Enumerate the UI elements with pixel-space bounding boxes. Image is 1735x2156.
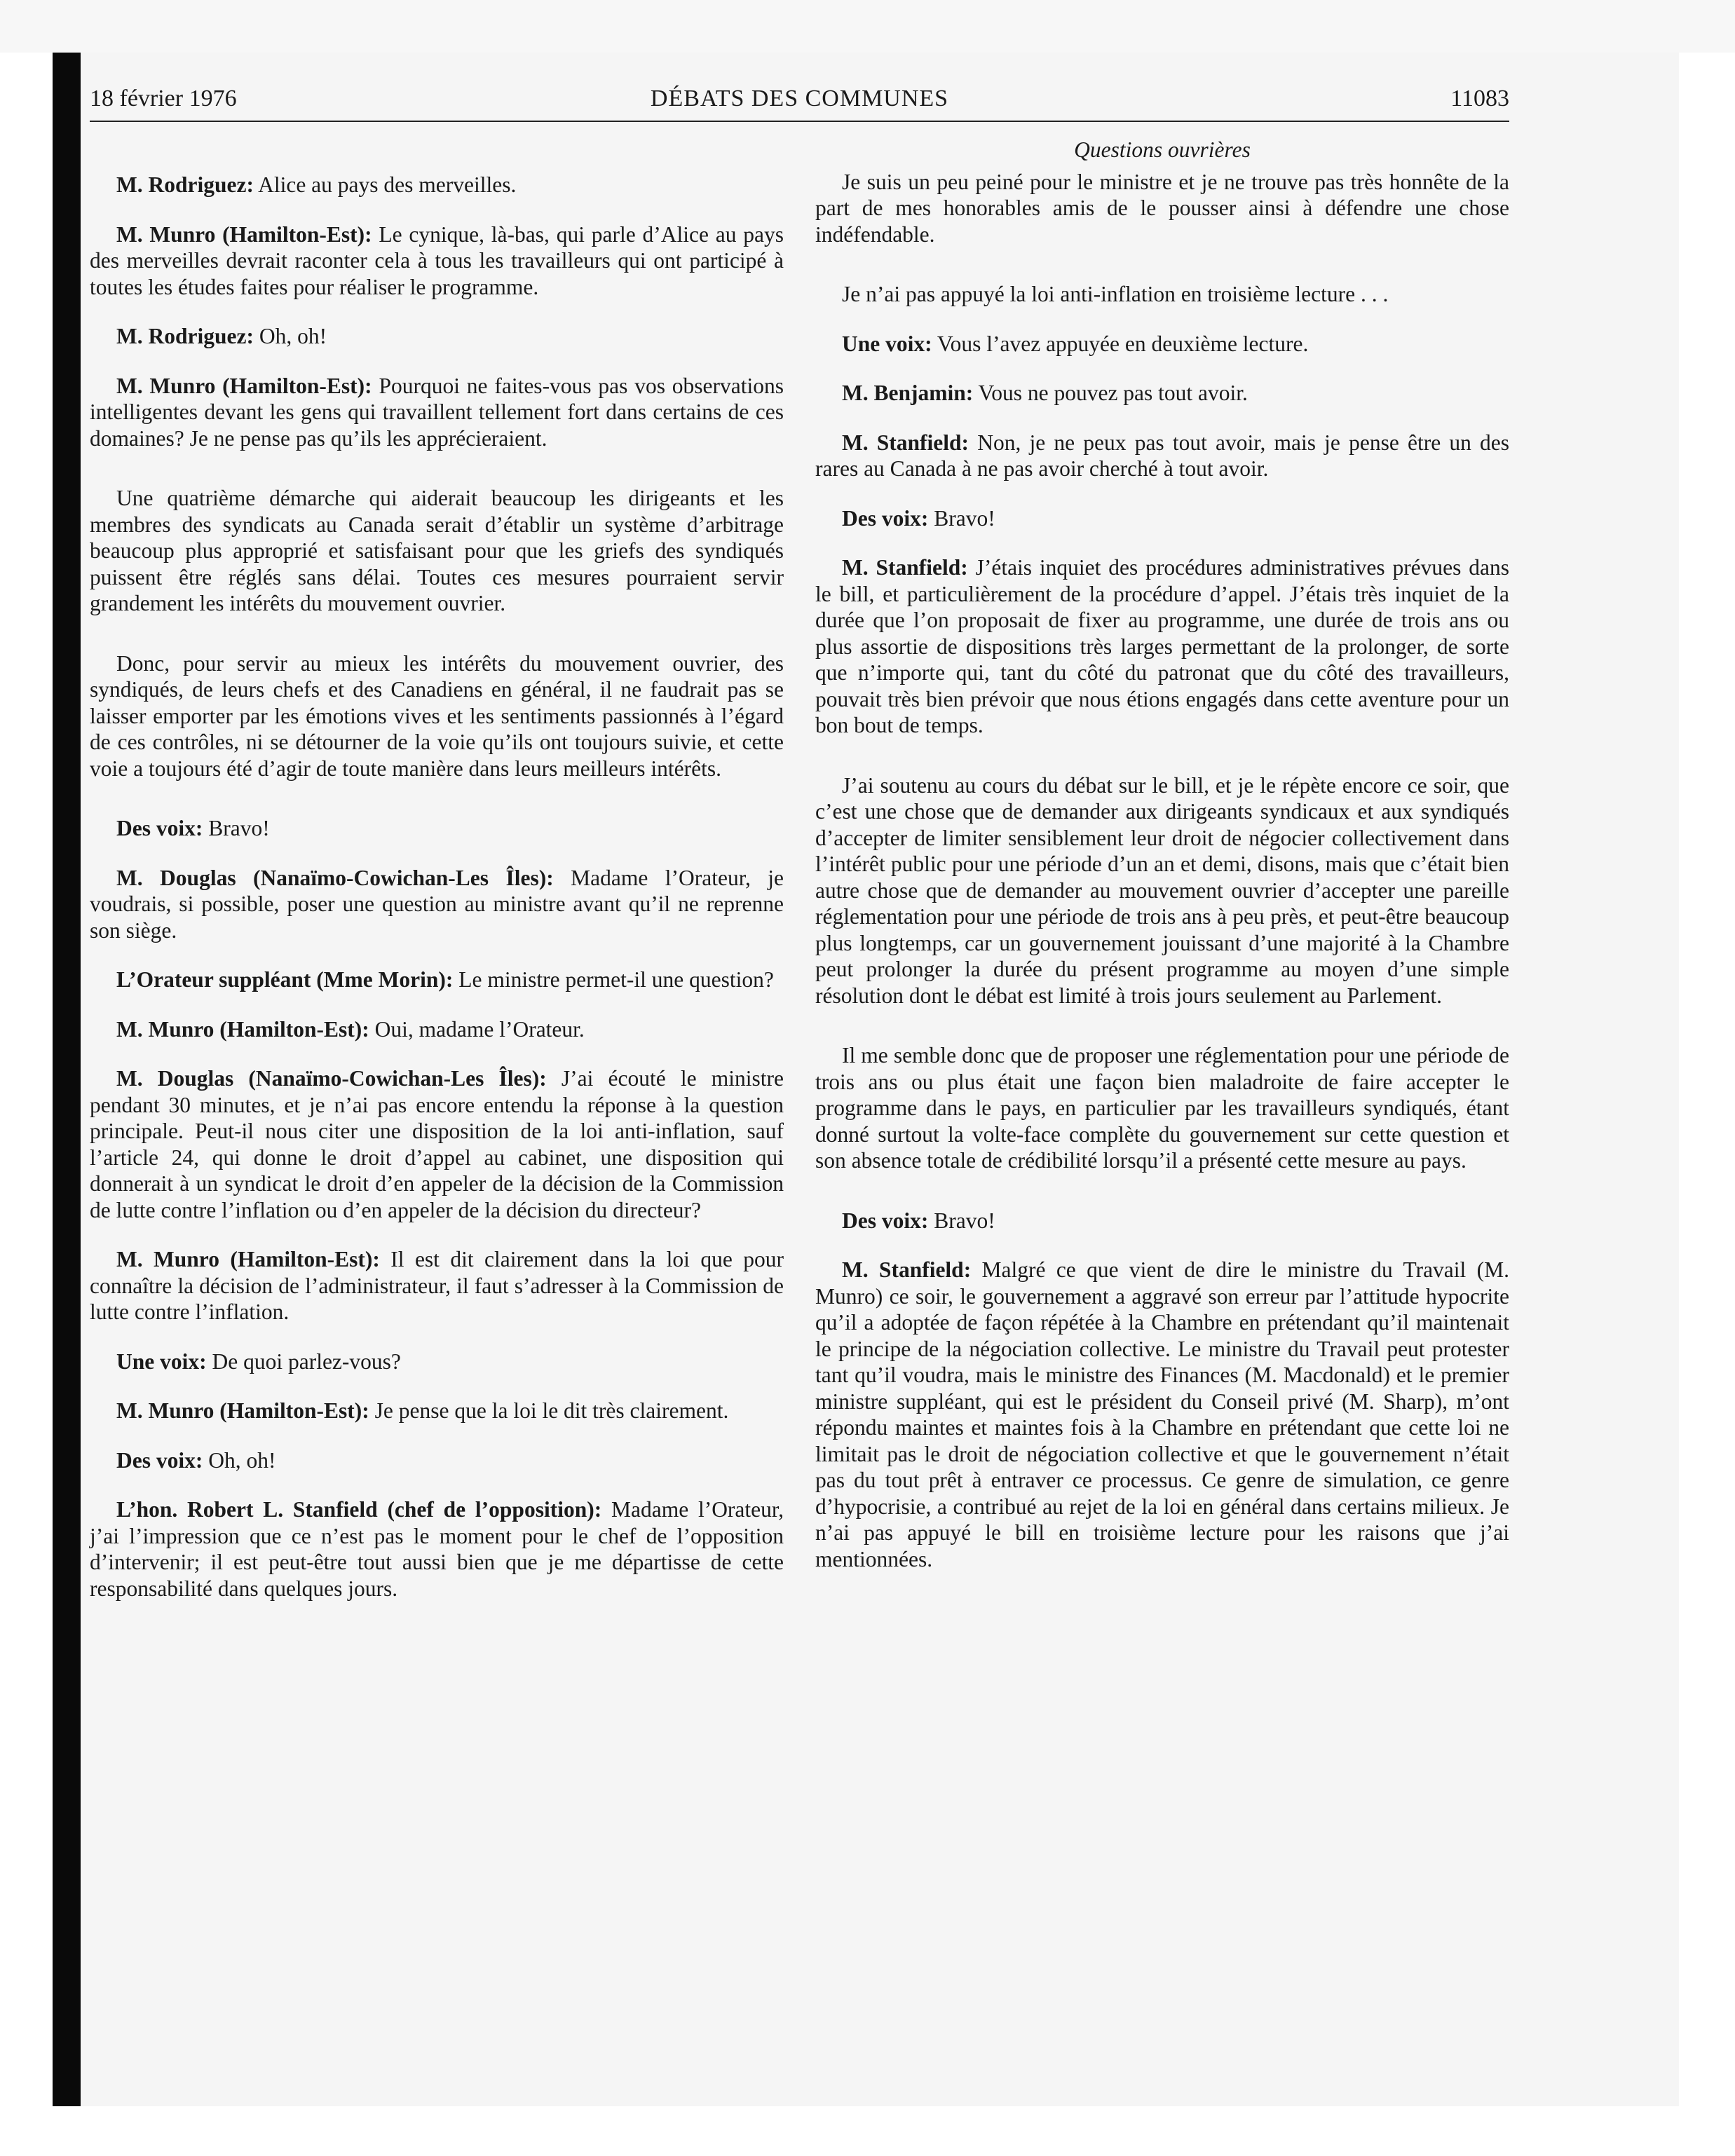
speaker-name: L’hon. Robert L. Stanfield (chef de l’opposition):	[116, 1497, 602, 1522]
paragraph	[815, 281, 1509, 308]
paragraph	[815, 430, 1509, 482]
paragraph	[90, 485, 784, 617]
paragraph-text: De quoi parlez-vous?	[206, 1349, 401, 1374]
scan-margin	[0, 0, 1735, 53]
paragraph-text: Vous l’avez appuyée en deuxième lecture.	[932, 331, 1309, 356]
speaker-name: Des voix:	[116, 816, 203, 840]
speaker-name: M. Benjamin:	[842, 381, 974, 405]
paragraph	[90, 865, 784, 944]
paragraph	[90, 1496, 784, 1602]
paragraph-text: Madame l’Orateur, j’ai l’impression que ce n’est pas le moment pour le chef de l’opposition d’intervenir; il est peut-être tout aussi bien que je me départisse de cette responsabilité dans quelques jours.	[90, 1497, 784, 1601]
paragraph-text: Malgré ce que vient de dire le ministre du Travail (M. Munro) ce soir, le gouvernement a aggravé son erreur par l’attitude hypocrite qu’il a adoptée de façon répétée à la Chambre en prétendant qu’il maintenait le principe de la négociation collective. Le ministre du Travail peut protester tant qu’il voudra, mais le ministre des Finances (M. Macdonald) et le premier ministre suppléant, qui est le président du Conseil privé (M. Sharp), m’ont répondu maintes et maintes fois à la Chambre en prétendant que cette loi ne limitait pas le droit de négociation collective et que le gouvernement n’était pas du tout prêt à entraver ce processus. Ce genre de simulation, ce genre d’hypocrisie, a contribué au rejet de la loi en général dans certains milieux. Je n’ai pas appuyé le bill en troisième lecture pour les raisons que j’ai mentionnées.	[815, 1257, 1509, 1571]
paragraph-text: Oh, oh!	[253, 324, 327, 348]
paragraph-text: Donc, pour servir au mieux les intérêts du mouvement ouvrier, des syndiqués, de leurs chefs et des Canadiens en général, il ne faudrait pas se laisser emporter par les émotions vives et les sentiments passionnés à l’égard de ces contrôles, ni se détourner de la voie qu’ils ont toujours suivie, et cette voie a toujours été d’agir de toute manière dans leurs meilleurs intérêts.	[90, 650, 784, 781]
speaker-name: M. Stanfield:	[842, 555, 968, 580]
speaker-name: M. Munro (Hamilton-Est):	[116, 1398, 369, 1423]
right-column	[815, 137, 1509, 1595]
paragraph-text: Il est dit clairement dans la loi que pour connaître la décision de l’administrateur, il faut s’adresser à la Commission de lutte contre l’inflation.	[90, 1247, 784, 1324]
header-page-number: 11083	[1450, 86, 1509, 111]
speaker-name: Une voix:	[842, 331, 932, 356]
paragraph	[815, 1208, 1509, 1234]
header-title: DÉBATS DES COMMUNES	[650, 86, 949, 111]
left-column	[90, 172, 784, 1625]
paragraph-text: Le cynique, là-bas, qui parle d’Alice au pays des merveilles devrait raconter cela à tous les travailleurs qui ont participé à toutes les études faites pour réaliser le programme.	[90, 221, 784, 299]
paragraph-text: Bravo!	[928, 505, 995, 531]
paragraph-text: Il me semble donc que de proposer une réglementation pour une période de trois ans ou plus était une façon bien maladroite de faire accepter le programme dans le pays, en particulier par les travailleurs syndiqués, étant donné surtout la volte-face complète du gouvernement sur cette question et son absence totale de crédibilité lorsqu’il a présenté cette mesure au pays.	[815, 1043, 1509, 1173]
paragraph-text: Je pense que la loi le dit très clairement.	[369, 1398, 729, 1423]
paragraph	[815, 380, 1509, 407]
paragraph-text: Alice au pays des merveilles.	[253, 172, 517, 197]
paragraph-text: Bravo!	[928, 1208, 995, 1233]
paragraph	[90, 967, 784, 993]
paragraph	[90, 1246, 784, 1325]
paragraph	[815, 772, 1509, 1009]
paragraph-text: J’ai écouté le ministre pendant 30 minutes, et je n’ai pas encore entendu la réponse à la question principale. Peut-il nous citer une disposition de la loi anti-inflation, sauf l’article 24, qui donne le droit d’appel au cabinet, une disposition qui donnerait à un syndicat le droit d’en appeler de la décision de la Commission de lutte contre l’inflation ou d’en appeler de la décision du directeur?	[90, 1066, 784, 1222]
paragraph-text: Pourquoi ne faites-vous pas vos observations intelligentes devant les gens qui travaillent tellement fort dans certains de ces domaines? Je ne pense pas qu’ils les apprécieraient.	[90, 373, 784, 451]
paragraph	[90, 1447, 784, 1474]
speaker-name: M. Stanfield:	[842, 430, 969, 455]
paragraph	[90, 221, 784, 301]
paragraph	[815, 505, 1509, 532]
speaker-name: M. Munro (Hamilton-Est):	[116, 1247, 380, 1271]
speaker-name: M. Douglas (Nanaïmo-Cowichan-Les Îles):	[116, 865, 554, 890]
speaker-name: Des voix:	[116, 1447, 203, 1473]
page-header	[90, 86, 1509, 122]
speaker-name: Des voix:	[842, 1208, 929, 1233]
speaker-name: L’Orateur suppléant (Mme Morin):	[116, 967, 454, 992]
paragraph	[90, 650, 784, 782]
paragraph-text: Le ministre permet-il une question?	[453, 967, 774, 992]
speaker-name: M. Rodriguez:	[116, 324, 254, 348]
speaker-name: Des voix:	[842, 505, 929, 531]
paragraph	[90, 1349, 784, 1375]
paragraph-text: Je n’ai pas appuyé la loi anti-inflation en troisième lecture . . .	[842, 282, 1389, 306]
paragraph-text: Je suis un peu peiné pour le ministre et je ne trouve pas très honnête de la part de mes honorables amis de le pousser ainsi à défendre une chose indéfendable.	[815, 169, 1509, 247]
speaker-name: M. Douglas (Nanaïmo-Cowichan-Les Îles):	[116, 1066, 547, 1091]
paragraph-text: Non, je ne peux pas tout avoir, mais je pense être un des rares au Canada à ne pas avoir cherché à tout avoir.	[815, 430, 1509, 481]
speaker-name: M. Stanfield:	[842, 1257, 972, 1282]
speaker-name: M. Munro (Hamilton-Est):	[116, 1016, 369, 1042]
speaker-name: M. Munro (Hamilton-Est):	[116, 221, 372, 247]
paragraph	[815, 1257, 1509, 1572]
paragraph	[90, 172, 784, 198]
paragraph	[815, 554, 1509, 739]
running-head: Questions ouvrières	[1074, 137, 1251, 162]
speaker-name: Une voix:	[116, 1349, 207, 1374]
paragraph-text: Madame l’Orateur, je voudrais, si possible, poser une question au ministre avant qu’il ne reprenne son siège.	[90, 865, 784, 943]
paragraph-text: Vous ne pouvez pas tout avoir.	[973, 381, 1248, 405]
paragraph-text: Bravo!	[203, 816, 270, 840]
paragraph-text: J’étais inquiet des procédures administratives prévues dans le bill, et particulièrement de la procédure d’appel. J’étais très inquiet de la durée que l’on proposait de fixer au programme, une durée de trois ans ou plus assortie de dispositions très larges permettant de la prolonger, de sorte que n’importe qui, tant du côté du patronat que du côté des travailleurs, pouvait très bien prévoir que nous étions engagés dans cette aventure pour un bon bout de temps.	[815, 555, 1510, 737]
paragraph	[815, 169, 1509, 248]
paragraph	[90, 815, 784, 842]
speaker-name: M. Rodriguez:	[116, 172, 254, 197]
paragraph	[815, 1042, 1509, 1174]
paragraph	[90, 1016, 784, 1043]
paragraph	[90, 1398, 784, 1424]
paragraph	[90, 1065, 784, 1223]
paragraph	[815, 331, 1509, 357]
right-column-body	[815, 169, 1509, 1573]
paragraph-text: Oui, madame l’Orateur.	[369, 1016, 585, 1042]
header-date: 18 février 1976	[90, 86, 237, 111]
paragraph-text: J’ai soutenu au cours du débat sur le bill, et je le répète encore ce soir, que c’est une chose que de demander aux dirigeants syndicaux et aux syndiqués d’accepter de limiter sensiblement leur droit de négocier collectivement dans l’intérêt public pour une période d’un an et demi, disons, mais que c’était bien autre chose que de demander au mouvement ouvrier d’accepter une pareille réglementation pour une période de trois ans à peu près, et peut-être beaucoup plus longtemps, car un gouvernement jouissant d’une majorité à la Chambre peut prolonger la durée du présent programme au moyen d’une simple résolution dont le débat est limité à trois jours seulement au Parlement.	[815, 772, 1509, 1008]
speaker-name: M. Munro (Hamilton-Est):	[116, 373, 372, 398]
scan-binding-edge	[53, 53, 81, 2106]
paragraph-text: Une quatrième démarche qui aiderait beaucoup les dirigeants et les membres des syndicats au Canada serait d’établir un système d’arbitrage beaucoup plus approprié et satisfaisant pour que les griefs des syndiqués puissent être réglés sans délai. Toutes ces mesures pourraient servir grandement les intérêts du mouvement ouvrier.	[90, 486, 784, 615]
paragraph-text: Oh, oh!	[203, 1447, 276, 1473]
paragraph	[90, 373, 784, 452]
paragraph	[90, 323, 784, 350]
